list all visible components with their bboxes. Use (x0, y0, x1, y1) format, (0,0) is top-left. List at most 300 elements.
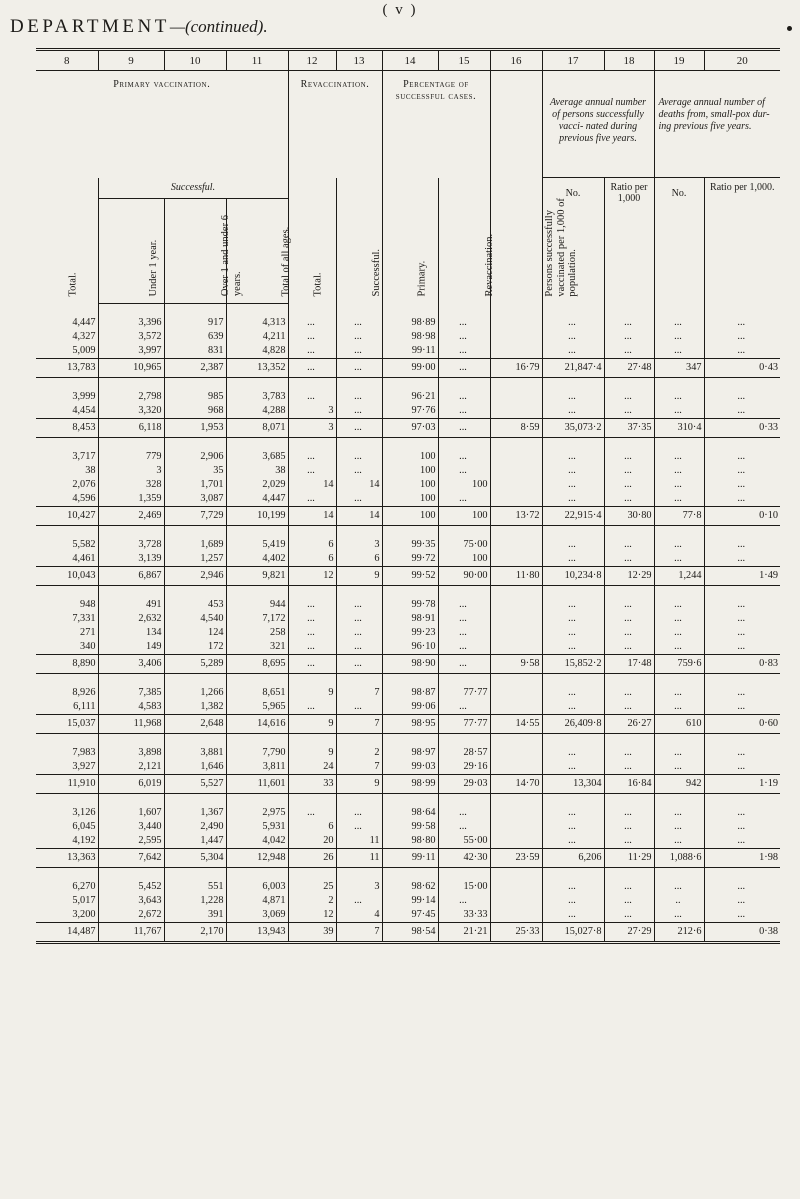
table-cell: 4,447 (72, 316, 96, 328)
table-cell: ... (542, 330, 604, 344)
table-cell: ... (604, 316, 654, 330)
table-cell (490, 626, 542, 640)
spacer-cell (226, 585, 288, 598)
table-cell: ... (336, 316, 382, 330)
table-cell: 16·79 (490, 358, 542, 377)
table-cell: 98·98 (382, 330, 438, 344)
table-cell: 985 (164, 390, 226, 404)
table-cell: ... (604, 344, 654, 359)
table-cell: 149 (98, 640, 164, 655)
table-cell: 77·77 (438, 714, 490, 733)
no2-header: No. (654, 178, 704, 304)
table-cell: ... (654, 316, 704, 330)
table-cell: 3,717 (72, 450, 96, 462)
table-cell: ... (438, 450, 490, 464)
table-cell: 12 (288, 566, 336, 585)
table-cell: ... (704, 612, 780, 626)
table-cell: 3,320 (98, 404, 164, 419)
table-cell: 38 (226, 464, 288, 478)
spacer-cell (438, 733, 490, 746)
table-cell: ... (654, 746, 704, 760)
table-cell: 3,643 (98, 894, 164, 908)
table-cell: ... (604, 806, 654, 820)
table-cell: ... (336, 820, 382, 834)
table-cell: 2,906 (164, 450, 226, 464)
total-row (36, 774, 780, 793)
table-cell: 3 (288, 404, 336, 419)
spacer-cell (438, 673, 490, 686)
table-cell: 21·21 (438, 922, 490, 942)
table-cell: ... (542, 686, 604, 700)
table-cell: 21,847·4 (542, 358, 604, 377)
table-cell: 5,931 (226, 820, 288, 834)
table-cell: 271 (80, 626, 96, 638)
table-cell: 917 (164, 316, 226, 330)
reva-total-header: Total. (312, 272, 324, 297)
table-cell: 1,689 (164, 538, 226, 552)
table-cell: 3,783 (226, 390, 288, 404)
table-cell: ... (542, 834, 604, 849)
table-cell: ... (542, 538, 604, 552)
table-cell: 4 (336, 908, 382, 923)
table-cell: 4,313 (226, 316, 288, 330)
table-row (36, 464, 780, 478)
table-cell: 6,111 (73, 700, 96, 712)
col-num: 16 (490, 50, 542, 71)
table-cell: 11·29 (604, 848, 654, 867)
spacer-cell (36, 303, 98, 316)
table-cell: 98·90 (382, 654, 438, 673)
spacer-cell (704, 525, 780, 538)
table-cell: ... (604, 746, 654, 760)
table-cell: ... (542, 450, 604, 464)
table-cell (490, 686, 542, 700)
spacer-cell (654, 377, 704, 390)
table-cell: 10,965 (98, 358, 164, 377)
table-cell: ... (542, 880, 604, 894)
col-num: 10 (164, 50, 226, 71)
avg-deaths-header: Average annual number of deaths from, small-pox dur- ing previous five years. (654, 71, 780, 178)
table-cell: 1,701 (164, 478, 226, 492)
table-cell: ... (604, 834, 654, 849)
primary-vaccination-header: Primary vaccination. (113, 79, 211, 90)
spacer-cell (164, 867, 226, 880)
spacer-cell (36, 673, 98, 686)
table-cell: 391 (164, 908, 226, 923)
vaccination-table (36, 48, 780, 944)
spacer-cell (226, 377, 288, 390)
table-cell: 15,852·2 (542, 654, 604, 673)
table-cell: 12·29 (604, 566, 654, 585)
table-cell: 3,440 (98, 820, 164, 834)
table-cell: ... (438, 418, 490, 437)
table-cell: 0·10 (704, 506, 780, 525)
table-cell: ... (336, 464, 382, 478)
table-cell: 11,968 (98, 714, 164, 733)
table-cell: 0·83 (704, 654, 780, 673)
table-cell: 23·59 (490, 848, 542, 867)
table-cell: ... (336, 404, 382, 419)
table-cell: 98·99 (382, 774, 438, 793)
table-cell: 0·60 (704, 714, 780, 733)
table-cell: 99·03 (382, 760, 438, 775)
spacer-cell (490, 303, 542, 316)
table-cell: ... (654, 806, 704, 820)
table-cell: 13,352 (226, 358, 288, 377)
table-cell: 551 (164, 880, 226, 894)
table-cell: ... (604, 330, 654, 344)
table-cell: ... (604, 640, 654, 655)
col-num: 14 (382, 50, 438, 71)
table-cell: ... (654, 538, 704, 552)
table-cell: ... (288, 390, 336, 404)
table-cell (490, 820, 542, 834)
table-cell: 14 (288, 478, 336, 492)
table-cell: 99·52 (382, 566, 438, 585)
table-cell: ... (654, 626, 704, 640)
table-cell: ... (336, 640, 382, 655)
over-1-header: Over 1 and under 6 years. (219, 215, 243, 297)
table-cell: ... (654, 834, 704, 849)
spacer-cell (542, 867, 604, 880)
total-row (36, 714, 780, 733)
table-cell: ... (438, 344, 490, 359)
table-row (36, 880, 780, 894)
table-cell: 33 (288, 774, 336, 793)
table-cell: 1,266 (164, 686, 226, 700)
table-cell: 4,583 (98, 700, 164, 715)
spacer-row (36, 377, 780, 390)
table-cell: 9,821 (226, 566, 288, 585)
table-cell: ... (336, 492, 382, 507)
avg-vaccinated-header: Average annual number of persons successfully vacci- nated during previous five years. (542, 71, 654, 178)
col-num: 12 (288, 50, 336, 71)
spacer-cell (164, 525, 226, 538)
table-cell: 0·33 (704, 418, 780, 437)
table-cell: 5,304 (164, 848, 226, 867)
table-cell: 2,595 (98, 834, 164, 849)
table-cell: 5,527 (164, 774, 226, 793)
table-cell: 4,461 (72, 552, 96, 564)
table-cell: 7,642 (98, 848, 164, 867)
table-cell: ... (438, 330, 490, 344)
table-row (36, 760, 780, 775)
table-cell: ... (704, 746, 780, 760)
spacer-row (36, 585, 780, 598)
table-cell: 3,406 (98, 654, 164, 673)
table-cell: 16·84 (604, 774, 654, 793)
table-cell: 1,228 (164, 894, 226, 908)
table-cell: 11 (336, 848, 382, 867)
under-1-header: Under 1 year. (147, 239, 159, 297)
over-1-header-cell (164, 198, 243, 303)
table-cell: ... (704, 700, 780, 715)
table-cell: 172 (164, 640, 226, 655)
table-cell: 3,728 (98, 538, 164, 552)
table-cell: 328 (98, 478, 164, 492)
table-cell: ... (288, 700, 336, 715)
table-cell: ... (604, 612, 654, 626)
table-cell: 134 (98, 626, 164, 640)
table-cell: ... (336, 654, 382, 673)
ratio-1000-header: Ratio per 1,000 (604, 178, 654, 304)
table-cell: 97·03 (382, 418, 438, 437)
table-cell: ... (604, 700, 654, 715)
table-cell: ... (438, 640, 490, 655)
table-cell: 0·43 (704, 358, 780, 377)
ratio-per-1000-header: Ratio per 1,000. (704, 178, 780, 304)
table-cell: 14,616 (226, 714, 288, 733)
spacer-cell (704, 733, 780, 746)
table-cell: ... (604, 552, 654, 567)
spacer-cell (382, 585, 438, 598)
col-num: 15 (438, 50, 490, 71)
table-cell: 8,071 (226, 418, 288, 437)
total-row (36, 654, 780, 673)
table-cell: ... (604, 820, 654, 834)
table-cell: 8,453 (36, 418, 98, 437)
table-cell: 7 (336, 760, 382, 775)
table-cell: 100 (382, 492, 438, 507)
col-num: 9 (98, 50, 164, 71)
table-cell: ... (288, 806, 336, 820)
table-cell: ... (336, 418, 382, 437)
table-cell: 3,126 (72, 806, 96, 818)
spacer-row (36, 303, 780, 316)
table-cell: ... (438, 316, 490, 330)
under-1-header-cell (98, 198, 164, 303)
table-cell: 3,200 (72, 908, 96, 920)
table-cell: 6 (288, 538, 336, 552)
table-cell: 7,331 (72, 612, 96, 624)
table-row (36, 552, 780, 567)
table-cell: ... (654, 880, 704, 894)
spacer-cell (336, 733, 382, 746)
table-cell: 13,363 (36, 848, 98, 867)
table-cell: ... (654, 464, 704, 478)
spacer-cell (490, 525, 542, 538)
spacer-cell (336, 437, 382, 450)
reva-successful-header: Successful. (371, 248, 383, 297)
table-cell: 98·80 (382, 834, 438, 849)
spacer-cell (288, 377, 336, 390)
spacer-cell (542, 303, 604, 316)
total-row (36, 566, 780, 585)
table-row (36, 450, 780, 464)
spacer-cell (604, 377, 654, 390)
table-cell: 2,469 (98, 506, 164, 525)
table-cell: 9 (336, 566, 382, 585)
table-cell: ... (654, 344, 704, 359)
col-num: 13 (336, 50, 382, 71)
table-cell: ... (336, 806, 382, 820)
table-cell: ... (654, 390, 704, 404)
department-suffix: —(continued). (169, 17, 268, 36)
table-cell: 3,069 (226, 908, 288, 923)
spacer-cell (98, 585, 164, 598)
table-cell: 5,419 (226, 538, 288, 552)
spacer-cell (226, 867, 288, 880)
table-cell: ... (704, 598, 780, 612)
table-row (36, 894, 780, 908)
col-num: 11 (226, 50, 288, 71)
table-cell: 38 (85, 464, 96, 476)
table-cell: 2 (288, 894, 336, 908)
table-cell: 100 (382, 450, 438, 464)
spacer-cell (36, 525, 98, 538)
table-cell: 11,910 (36, 774, 98, 793)
table-row (36, 686, 780, 700)
spacer-cell (704, 585, 780, 598)
spacer-cell (336, 303, 382, 316)
table-cell: ... (336, 598, 382, 612)
table-cell: 1·49 (704, 566, 780, 585)
spacer-cell (226, 525, 288, 538)
table-cell (490, 746, 542, 760)
spacer-cell (382, 793, 438, 806)
table-cell: 7,983 (72, 746, 96, 758)
table-cell: 639 (164, 330, 226, 344)
table-cell: 3,396 (98, 316, 164, 330)
page-number: ( v ) (382, 2, 418, 18)
table-cell (490, 330, 542, 344)
table-cell: 30·80 (604, 506, 654, 525)
table-cell: 4,871 (226, 894, 288, 908)
table-cell: 8·59 (490, 418, 542, 437)
table-cell: ... (604, 760, 654, 775)
table-cell: 98·62 (382, 880, 438, 894)
table-cell: ... (542, 316, 604, 330)
spacer-cell (604, 793, 654, 806)
table-cell: 14 (336, 506, 382, 525)
table-cell: ... (704, 538, 780, 552)
table-cell: 1,646 (164, 760, 226, 775)
total-header-cell (36, 178, 98, 304)
table-cell: ... (438, 358, 490, 377)
table-cell: 4,828 (226, 344, 288, 359)
spacer-cell (542, 377, 604, 390)
table-cell: 12,948 (226, 848, 288, 867)
table-cell: 99·78 (382, 598, 438, 612)
table-cell (490, 760, 542, 775)
table-cell: ... (542, 746, 604, 760)
table-cell: 4,327 (72, 330, 96, 342)
table-cell: 1,953 (164, 418, 226, 437)
table-cell: 22,915·4 (542, 506, 604, 525)
table-cell: ... (604, 908, 654, 923)
table-cell: ... (288, 654, 336, 673)
table-cell: 1,359 (98, 492, 164, 507)
revaccination-header: Revaccination. (288, 71, 382, 178)
table-cell: ... (542, 552, 604, 567)
table-cell: 1,257 (164, 552, 226, 567)
table-cell: ... (654, 552, 704, 567)
spacer-cell (336, 377, 382, 390)
table-cell: 779 (98, 450, 164, 464)
spacer-cell (490, 585, 542, 598)
spacer-row (36, 673, 780, 686)
spacer-cell (542, 437, 604, 450)
table-cell: 37·35 (604, 418, 654, 437)
table-cell: ... (704, 464, 780, 478)
table-cell: 55·00 (438, 834, 490, 849)
table-cell (490, 478, 542, 492)
table-cell: 96·10 (382, 640, 438, 655)
table-cell: 124 (164, 626, 226, 640)
table-cell: ... (542, 478, 604, 492)
table-cell: ... (654, 612, 704, 626)
spacer-cell (288, 303, 336, 316)
col-num: 20 (704, 50, 780, 71)
table-cell: ... (654, 598, 704, 612)
table-cell: ... (704, 834, 780, 849)
table-cell: 6 (336, 552, 382, 567)
table-cell: 98·87 (382, 686, 438, 700)
table-cell: ... (654, 492, 704, 507)
table-cell: 100 (382, 464, 438, 478)
table-cell: ... (438, 700, 490, 715)
spacer-cell (490, 437, 542, 450)
table-cell: ... (604, 390, 654, 404)
table-cell: 2,029 (226, 478, 288, 492)
table-cell: 8,695 (226, 654, 288, 673)
spacer-cell (98, 437, 164, 450)
table-cell: 4,596 (72, 492, 96, 504)
table-cell (490, 464, 542, 478)
total-ages-header-cell (226, 198, 292, 303)
table-cell: 7,385 (98, 686, 164, 700)
table-cell: 2 (336, 746, 382, 760)
table-cell: ... (654, 760, 704, 775)
table-cell: 2,490 (164, 820, 226, 834)
table-row (36, 626, 780, 640)
spacer-cell (604, 673, 654, 686)
table-cell: ... (288, 626, 336, 640)
table-cell: 6,045 (72, 820, 96, 832)
table-cell: 1,607 (98, 806, 164, 820)
department-title: DEPARTMENT (10, 16, 170, 37)
table-cell: ... (604, 450, 654, 464)
table-cell: 7 (336, 686, 382, 700)
table-row (36, 390, 780, 404)
table-cell: 27·48 (604, 358, 654, 377)
table-cell: ... (704, 686, 780, 700)
table-cell: 9 (288, 746, 336, 760)
table-cell: 4,540 (164, 612, 226, 626)
table-cell: 98·91 (382, 612, 438, 626)
table-body (36, 303, 780, 942)
table-cell: 6 (288, 820, 336, 834)
table-cell: ... (542, 760, 604, 775)
table-cell: ... (336, 344, 382, 359)
table-cell: 98·54 (382, 922, 438, 942)
table-cell: 99·58 (382, 820, 438, 834)
spacer-cell (704, 437, 780, 450)
table-cell: 9·58 (490, 654, 542, 673)
spacer-cell (164, 585, 226, 598)
table-cell: ... (542, 640, 604, 655)
reva-total-header-cell (288, 178, 336, 304)
spacer-cell (654, 303, 704, 316)
table-cell: 831 (164, 344, 226, 359)
table-cell: ... (288, 450, 336, 464)
spacer-cell (654, 673, 704, 686)
table-cell: ... (704, 492, 780, 507)
table-cell: 29·16 (438, 760, 490, 775)
spacer-cell (438, 793, 490, 806)
spacer-cell (704, 793, 780, 806)
table-cell (490, 894, 542, 908)
